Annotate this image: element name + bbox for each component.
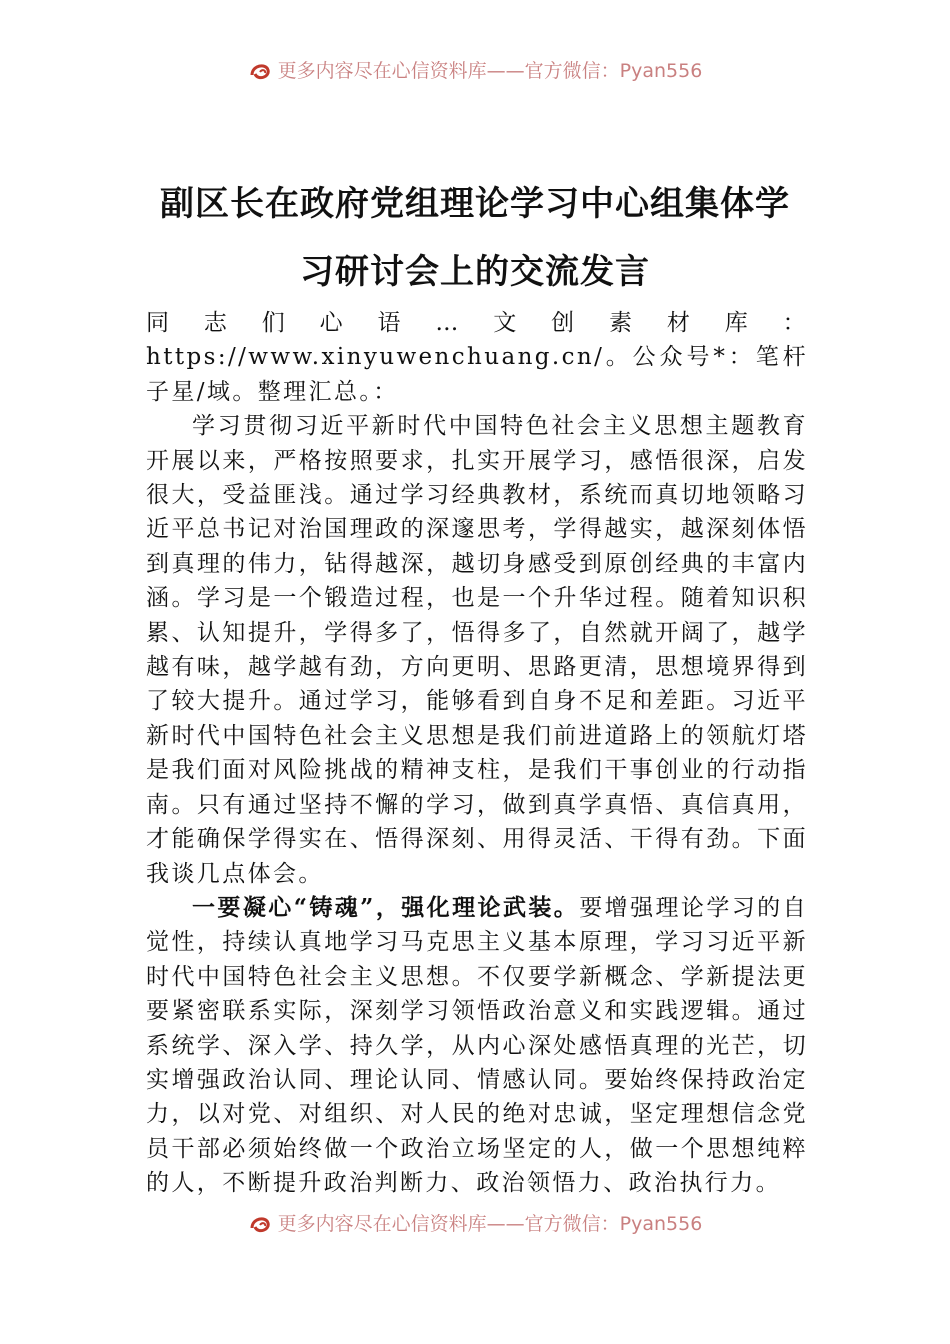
watermark-text: 更多内容尽在心信资料库——官方微信：Pyan556 xyxy=(277,1213,703,1234)
red-swirl-logo-icon xyxy=(248,1214,274,1235)
watermark-banner-top xyxy=(0,55,950,81)
document-title-line-1: 副区长在政府党组理论学习中心组集体学 xyxy=(160,184,790,224)
document-body xyxy=(146,306,808,1201)
point-one-heading: 一要凝心“铸魂”，强化理论武装。 xyxy=(192,893,580,921)
source-note: 同志们心语…文创素材库：https://www.xinyuwenchuang.cn/。公众号*：笔杆子星/域。整理汇总。： xyxy=(146,310,808,405)
document-title-line-2: 习研讨会上的交流发言 xyxy=(300,252,650,292)
intro-paragraph: 学习贯彻习近平新时代中国特色社会主义思想主题教育开展以来，严格按照要求，扎实开展学习，感悟很深，启发很大，受益匪浅。通过学习经典教材，系统而真切地领略习近平总书记对治国理政的深邃思考，学得越实，越深刻体悟到真理的伟力，钻得越深，越切身感受到原创经典的丰富内涵。学习是一个锻造过程，也是一个升华过程。随着知识积累、认知提升，学得多了，悟得多了，自然就开阔了，越学越有味，越学越有劲，方向更明、思路更清，思想境界得到了较大提升。通过学习，能够看到自身不足和差距。习近平新时代中国特色社会主义思想是我们前进道路上的领航灯塔是我们面对风险挑战的精神支柱，是我们干事创业的行动指南。只有通过坚持不懈的学习，做到真学真悟、真信真用，才能确保学得实在、悟得深刻、用得灵活、干得有劲。下面我谈几点体会。 xyxy=(146,413,808,887)
red-swirl-logo-icon xyxy=(248,61,274,82)
point-one-paragraph xyxy=(146,891,808,1201)
watermark-banner-bottom xyxy=(0,1208,950,1234)
point-one-body: 要增强理论学习的自觉性，持续认真地学习马克思主义基本原理，学习习近平新时代中国特色社会主义思想。不仅要学新概念、学新提法更要紧密联系实际，深刻学习领悟政治意义和实践逻辑。通过系统学、深入学、持久学，从内心深处感悟真理的光芒，切实增强政治认同、理论认同、情感认同。要始终保持政治定力，以对党、对组织、对人民的绝对忠诚，坚定理想信念党员干部必须始终做一个政治立场坚定的人，做一个思想纯粹的人，不断提升政治判断力、政治领悟力、政治执行力。 xyxy=(146,894,808,1197)
watermark-text: 更多内容尽在心信资料库——官方微信：Pyan556 xyxy=(277,60,703,81)
